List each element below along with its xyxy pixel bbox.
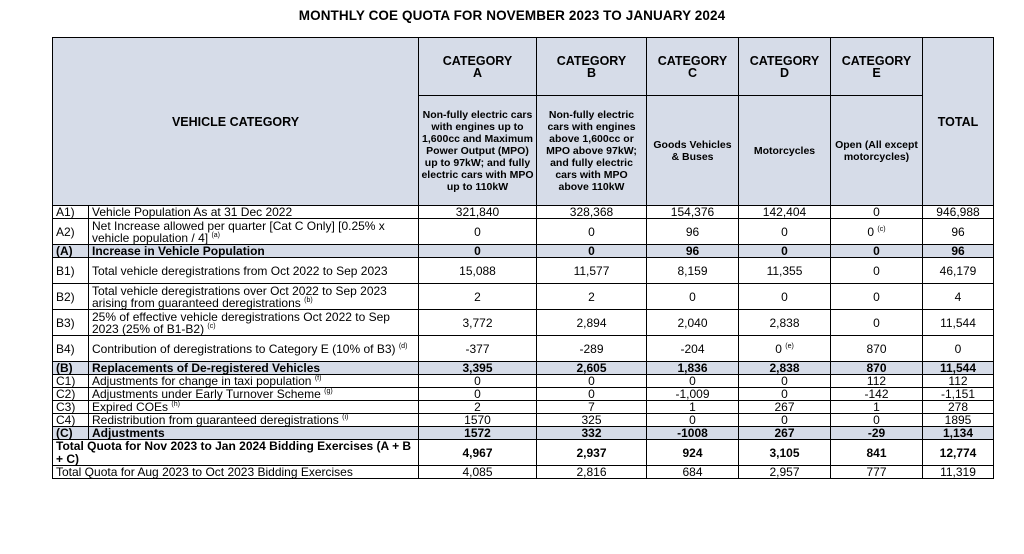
category-b-description: Non-fully electric cars with engines above 1,600cc or MPO above 97kW; and fully electric cars with MPO above 110kW (537, 96, 647, 206)
table-row (53, 414, 994, 427)
cell-category-total: 11,544 (923, 310, 994, 336)
table-row (53, 258, 994, 284)
cell-category-b: 11,577 (537, 258, 647, 284)
row-label-replacements-subtotal: Replacements of De-registered Vehicles (89, 362, 419, 375)
previous-quota-cell-b: 2,816 (537, 466, 647, 479)
cell-category-c: 0 (647, 414, 739, 427)
category-e-description: Open (All except motorcycles) (831, 96, 923, 206)
row-code: C1) (53, 375, 89, 388)
row-label-total-deregistrations: Total vehicle deregistrations from Oct 2022 to Sep 2023 (89, 258, 419, 284)
cell-category-total: 46,179 (923, 258, 994, 284)
cell-category-e: 870 (831, 336, 923, 362)
cell-category-d: 142,404 (739, 206, 831, 219)
footnote-marker: (h) (171, 401, 180, 408)
table-row (53, 245, 994, 258)
header-row-categories (53, 38, 994, 96)
total-quota-cell-c: 924 (647, 440, 739, 466)
table-row (53, 401, 994, 414)
row-label-guaranteed-deregistrations: Total vehicle deregistrations over Oct 2022 to Sep 2023 arising from guaranteed deregistrations $^{(b)}$ (89, 284, 419, 310)
total-quota-cell-d: 3,105 (739, 440, 831, 466)
cell-category-c: 1,836 (647, 362, 739, 375)
row-code: A1) (53, 206, 89, 219)
row-label-expired-coes: Expired COEs $^{(h)}$ (89, 401, 419, 414)
table-row (53, 206, 994, 219)
row-code: C4) (53, 414, 89, 427)
cell-category-total: 0 (923, 336, 994, 362)
row-label-redistribution: Redistribution from guaranteed deregistrations $^{(i)}$ (89, 414, 419, 427)
cell-category-d: 2,838 (739, 362, 831, 375)
cell-category-total: 1,134 (923, 427, 994, 440)
cell-category-c: 154,376 (647, 206, 739, 219)
previous-quota-label: Total Quota for Aug 2023 to Oct 2023 Bidding Exercises (53, 466, 419, 479)
row-label-adjustments-subtotal: Adjustments (89, 427, 419, 440)
table-row (53, 219, 994, 245)
cell-category-e: 0 (831, 310, 923, 336)
category-c-description: Goods Vehicles & Buses (647, 96, 739, 206)
footnote-marker: (a) (211, 231, 220, 239)
cell-category-c: 2,040 (647, 310, 739, 336)
category-e-header: CATEGORY E (831, 38, 923, 96)
footnote-marker: (f) (314, 375, 322, 382)
row-code: C3) (53, 401, 89, 414)
category-c-header: CATEGORY C (647, 38, 739, 96)
row-code: A2) (53, 219, 89, 245)
total-quota-cell-e: 841 (831, 440, 923, 466)
row-code: (C) (53, 427, 89, 440)
cell-category-total: 946,988 (923, 206, 994, 219)
footnote-marker: (c) (877, 225, 886, 233)
cell-category-e: 112 (831, 375, 923, 388)
table-row (53, 375, 994, 388)
cell-category-b: 7 (537, 401, 647, 414)
cell-category-e: 0 (831, 245, 923, 258)
category-a-header: CATEGORY A (419, 38, 537, 96)
cell-category-d: 0 (739, 284, 831, 310)
vehicle-category-header: VEHICLE CATEGORY (53, 38, 419, 206)
cell-category-a: 3,395 (419, 362, 537, 375)
total-quota-cell-b: 2,937 (537, 440, 647, 466)
category-d-description: Motorcycles (739, 96, 831, 206)
cell-category-c: -204 (647, 336, 739, 362)
cell-category-b: 2,605 (537, 362, 647, 375)
row-code: C2) (53, 388, 89, 401)
cell-category-a: 3,772 (419, 310, 537, 336)
cell-category-d: 0 (739, 245, 831, 258)
cell-category-d: 2,838 (739, 310, 831, 336)
category-b-header: CATEGORY B (537, 38, 647, 96)
cell-category-total: 11,544 (923, 362, 994, 375)
cell-category-c: -1008 (647, 427, 739, 440)
cell-category-d: 267 (739, 401, 831, 414)
cell-category-d: 0 $^{(e)}$ (739, 336, 831, 362)
cell-category-c: 96 (647, 245, 739, 258)
cell-category-b: 2 (537, 284, 647, 310)
cell-category-c: -1,009 (647, 388, 739, 401)
table-row (53, 310, 994, 336)
cell-category-e: -142 (831, 388, 923, 401)
table-row (53, 388, 994, 401)
cell-category-a: 15,088 (419, 258, 537, 284)
page-title: MONTHLY COE QUOTA FOR NOVEMBER 2023 TO JANUARY 2024 (298, 8, 726, 23)
cell-category-e: 0 (831, 258, 923, 284)
footnote-marker: (g) (324, 388, 333, 395)
cell-category-a: 321,840 (419, 206, 537, 219)
table-row (53, 427, 994, 440)
table-row (53, 362, 994, 375)
cell-category-b: 325 (537, 414, 647, 427)
cell-category-c: 96 (647, 219, 739, 245)
cell-category-a: 0 (419, 375, 537, 388)
cell-category-d: 11,355 (739, 258, 831, 284)
cell-category-total: 4 (923, 284, 994, 310)
cell-category-b: 0 (537, 245, 647, 258)
cell-category-b: 332 (537, 427, 647, 440)
previous-quota-row (53, 466, 994, 479)
row-label-vehicle-population: Vehicle Population As at 31 Dec 2022 (89, 206, 419, 219)
previous-quota-cell-d: 2,957 (739, 466, 831, 479)
row-label-early-turnover-adjustment: Adjustments under Early Turnover Scheme $^{(g)}$ (89, 388, 419, 401)
category-d-header: CATEGORY D (739, 38, 831, 96)
row-code: (B) (53, 362, 89, 375)
cell-category-e: 870 (831, 362, 923, 375)
previous-quota-cell-e: 777 (831, 466, 923, 479)
cell-category-b: 328,368 (537, 206, 647, 219)
cell-category-a: 2 (419, 401, 537, 414)
cell-category-total: 112 (923, 375, 994, 388)
cell-category-e: 0 (831, 284, 923, 310)
cell-category-b: 0 (537, 219, 647, 245)
table-row (53, 336, 994, 362)
cell-category-d: 267 (739, 427, 831, 440)
cell-category-c: 0 (647, 284, 739, 310)
cell-category-d: 0 (739, 375, 831, 388)
cell-category-a: 0 (419, 245, 537, 258)
cell-category-a: 1570 (419, 414, 537, 427)
row-code: B4) (53, 336, 89, 362)
footnote-marker: (d) (398, 342, 408, 350)
cell-category-c: 0 (647, 375, 739, 388)
total-quota-cell-a: 4,967 (419, 440, 537, 466)
row-label-contribution-cat-e: Contribution of deregistrations to Category E (10% of B3) $^{(d)}$ (89, 336, 419, 362)
cell-category-b: -289 (537, 336, 647, 362)
cell-category-b: 2,894 (537, 310, 647, 336)
table-row (53, 284, 994, 310)
cell-category-a: 0 (419, 219, 537, 245)
cell-category-d: 0 (739, 414, 831, 427)
cell-category-e: 0 (831, 414, 923, 427)
footnote-marker: (c) (207, 322, 216, 330)
cell-category-b: 0 (537, 375, 647, 388)
row-label-taxi-adjustment: Adjustments for change in taxi population $^{(f)}$ (89, 375, 419, 388)
cell-category-a: -377 (419, 336, 537, 362)
cell-category-total: 1895 (923, 414, 994, 427)
row-code: B1) (53, 258, 89, 284)
previous-quota-cell-a: 4,085 (419, 466, 537, 479)
cell-category-total: -1,151 (923, 388, 994, 401)
previous-quota-cell-c: 684 (647, 466, 739, 479)
footnote-marker: (i) (342, 414, 349, 421)
previous-quota-cell-total: 11,319 (923, 466, 994, 479)
cell-category-b: 0 (537, 388, 647, 401)
cell-category-c: 1 (647, 401, 739, 414)
total-quota-label: Total Quota for Nov 2023 to Jan 2024 Bidding Exercises (A + B + C) (53, 440, 419, 466)
row-code: (A) (53, 245, 89, 258)
footnote-marker: (e) (785, 342, 794, 350)
cell-category-e: 0 $^{(c)}$ (831, 219, 923, 245)
cell-category-a: 1572 (419, 427, 537, 440)
row-code: B3) (53, 310, 89, 336)
cell-category-a: 2 (419, 284, 537, 310)
cell-category-e: 1 (831, 401, 923, 414)
cell-category-total: 96 (923, 219, 994, 245)
footnote-marker: (b) (304, 296, 313, 304)
row-code: B2) (53, 284, 89, 310)
cell-category-total: 278 (923, 401, 994, 414)
cell-category-total: 96 (923, 245, 994, 258)
row-label-increase-subtotal: Increase in Vehicle Population (89, 245, 419, 258)
cell-category-c: 8,159 (647, 258, 739, 284)
category-a-description: Non-fully electric cars with engines up to 1,600cc and Maximum Power Output (MPO) up to 97kW; and fully electric cars with MPO up to 110kW (419, 96, 537, 206)
cell-category-d: 0 (739, 388, 831, 401)
row-label-net-increase: Net Increase allowed per quarter [Cat C Only] [0.25% x vehicle population / 4] $^{(a)}$ (89, 219, 419, 245)
total-quota-cell-total: 12,774 (923, 440, 994, 466)
cell-category-a: 0 (419, 388, 537, 401)
coe-quota-table (52, 37, 994, 479)
row-label-effective-deregistrations: 25% of effective vehicle deregistrations Oct 2022 to Sep 2023 (25% of B1-B2) $^{(c)}$ (89, 310, 419, 336)
total-header: TOTAL (923, 38, 994, 206)
cell-category-d: 0 (739, 219, 831, 245)
total-quota-row (53, 440, 994, 466)
cell-category-e: 0 (831, 206, 923, 219)
cell-category-e: -29 (831, 427, 923, 440)
